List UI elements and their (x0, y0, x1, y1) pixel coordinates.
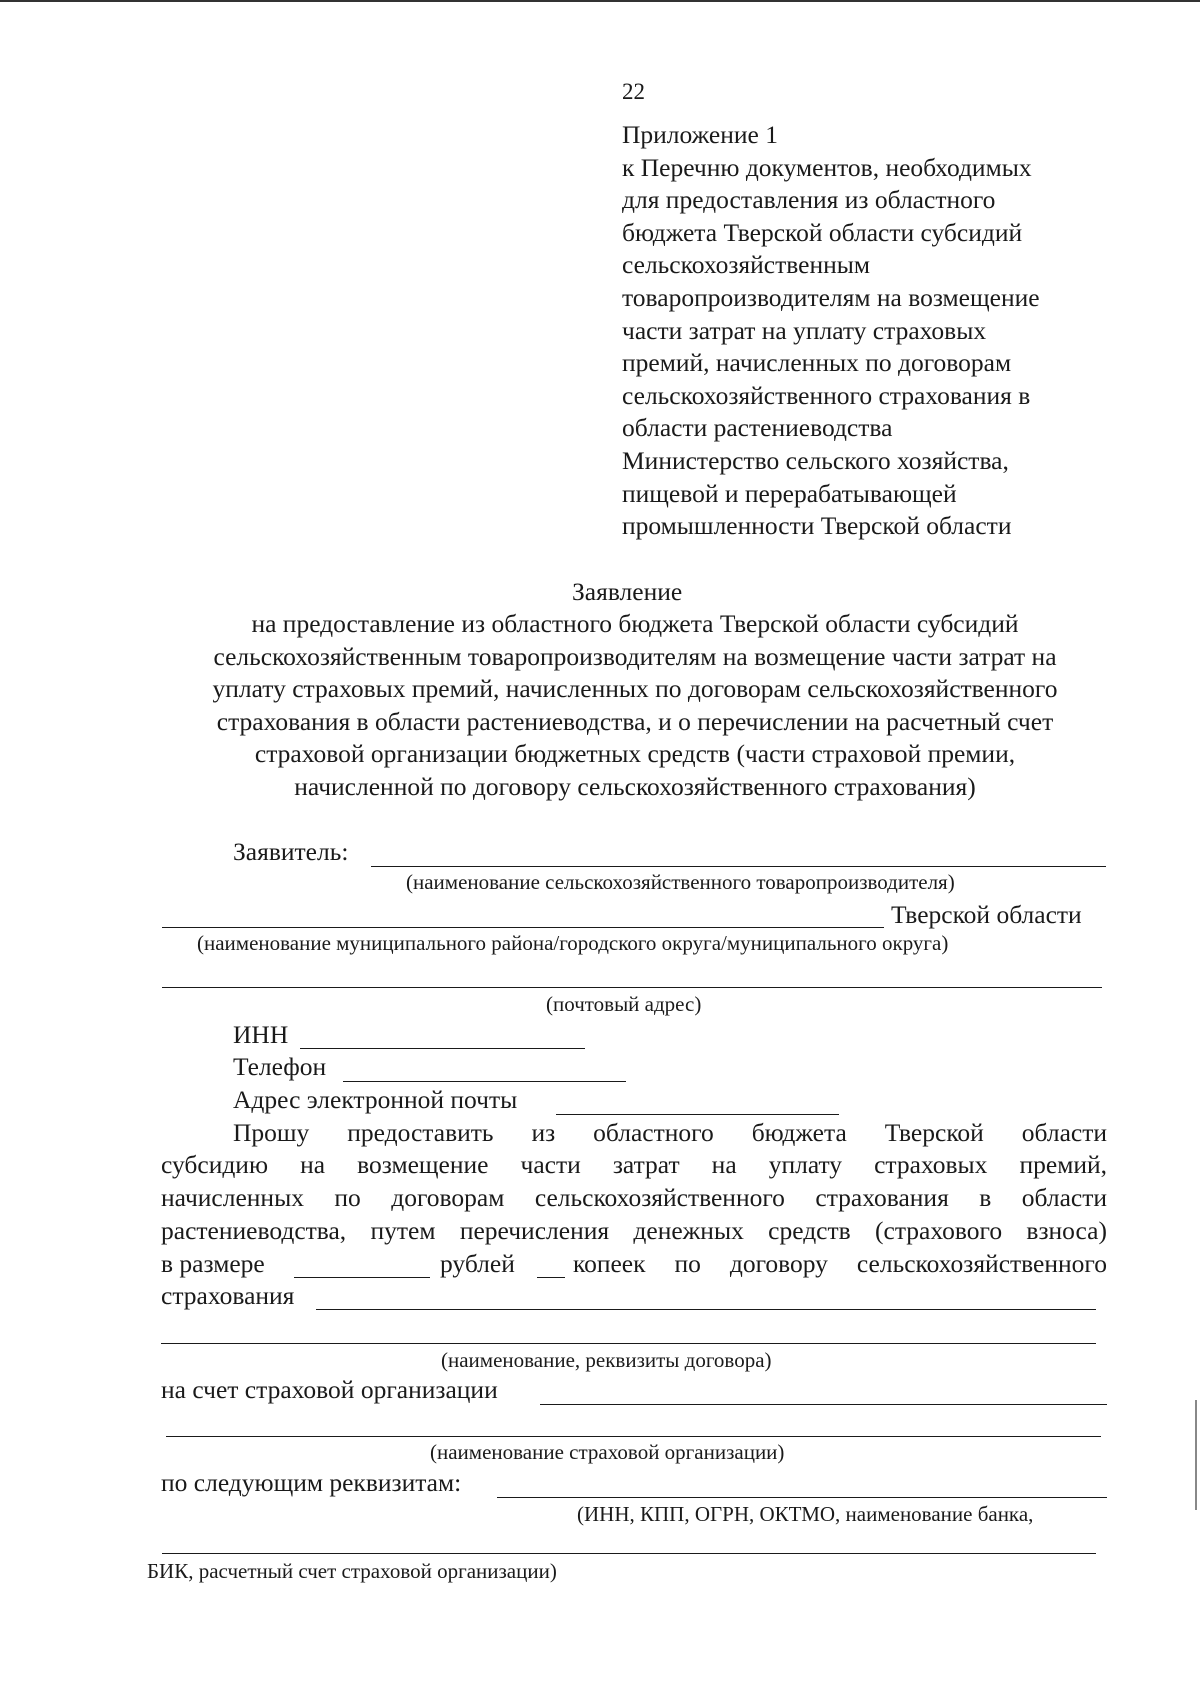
appendix-line: для предоставления из областного (622, 185, 996, 215)
applicant-hint: (наименование сельскохозяйственного товаропроизводителя) (406, 870, 955, 894)
appendix-line: сельскохозяйственного страхования в (622, 380, 1031, 410)
request-line: субсидию на возмещение части затрат на уплату страховых премий, (161, 1150, 1107, 1179)
statement-subject (120, 608, 1150, 803)
appendix-line: Министерство сельского хозяйства, (622, 445, 1009, 475)
insurer-field[interactable] (540, 1404, 1107, 1405)
appendix-header (622, 119, 1142, 543)
amount-kop-label: копеек по договору сельскохозяйственного (573, 1249, 1107, 1278)
statement-line: уплату страховых премий, начисленных по договорам сельскохозяйственного (212, 674, 1058, 703)
contract-field[interactable] (316, 1309, 1096, 1310)
appendix-line: пищевой и перерабатывающей (622, 478, 957, 508)
request-line: Прошу предоставить из областного бюджета Тверской области (233, 1118, 1107, 1147)
insurer-hint: (наименование страховой организации) (430, 1440, 785, 1464)
contract-hint: (наименование, реквизиты договора) (441, 1348, 772, 1372)
statement-title: Заявление (572, 577, 683, 606)
details-hint-1: (ИНН, КПП, ОГРН, ОКТМО, наименование банка, (577, 1502, 1034, 1526)
email-label: Адрес электронной почты (233, 1085, 518, 1114)
details-field-line2[interactable] (162, 1553, 1096, 1554)
inn-field[interactable] (300, 1048, 585, 1049)
postal-hint: (почтовый адрес) (546, 992, 702, 1016)
details-label: по следующим реквизитам: (161, 1468, 462, 1497)
district-field[interactable] (162, 927, 884, 928)
details-field[interactable] (497, 1497, 1107, 1498)
amount-rub-field[interactable] (294, 1277, 430, 1278)
statement-line: страхования в области растениеводства, и о перечислении на расчетный счет (216, 706, 1054, 736)
appendix-line: области растениеводства (622, 413, 893, 443)
applicant-name-field[interactable] (371, 866, 1106, 867)
amount-prefix: в размере (161, 1249, 265, 1278)
appendix-line: Приложение 1 (622, 120, 778, 149)
appendix-line: сельскохозяйственным (622, 250, 871, 280)
appendix-line: части затрат на уплату страховых (622, 315, 987, 345)
appendix-line: к Перечню документов, необходимых (622, 152, 1032, 182)
scan-top-edge (0, 0, 1200, 2)
statement-line: страховой организации бюджетных средств (части страховой премии, (254, 739, 1016, 768)
request-line: начисленных по договорам сельскохозяйственного страхования в области (161, 1183, 1107, 1212)
appendix-line: промышленности Тверской области (622, 511, 1012, 541)
statement-line: начисленной по договору сельскохозяйственного страхования) (294, 771, 976, 801)
insurer-field-line2[interactable] (166, 1436, 1101, 1437)
applicant-label: Заявитель: (233, 837, 349, 866)
appendix-line: бюджета Тверской области субсидий (622, 217, 1023, 247)
insurance-label: страхования (161, 1281, 295, 1310)
request-line: растениеводства, путем перечисления денежных средств (страхового взноса) (161, 1216, 1107, 1245)
appendix-line: товаропроизводителям на возмещение (622, 282, 1040, 312)
contract-field-line2[interactable] (161, 1343, 1096, 1344)
email-field[interactable] (556, 1114, 839, 1115)
scan-right-edge (1195, 1400, 1197, 1510)
details-hint-2: БИК, расчетный счет страховой организации) (147, 1559, 557, 1583)
region-suffix: Тверской области (891, 900, 1082, 929)
page-number: 22 (622, 79, 645, 104)
phone-field[interactable] (343, 1081, 626, 1082)
amount-kop-field[interactable] (537, 1277, 565, 1278)
account-label: на счет страховой организации (161, 1375, 498, 1404)
amount-rub-label: рублей (440, 1249, 515, 1278)
inn-label: ИНН (233, 1020, 289, 1049)
phone-label: Телефон (233, 1052, 327, 1081)
statement-line: сельскохозяйственным товаропроизводителям на возмещение части затрат на (213, 641, 1057, 671)
appendix-line: премий, начисленных по договорам (622, 348, 1012, 378)
postal-address-field[interactable] (162, 987, 1102, 988)
statement-line: на предоставление из областного бюджета Тверской области субсидий (251, 609, 1019, 638)
district-hint: (наименование муниципального района/городского округа/муниципального округа) (197, 931, 949, 955)
